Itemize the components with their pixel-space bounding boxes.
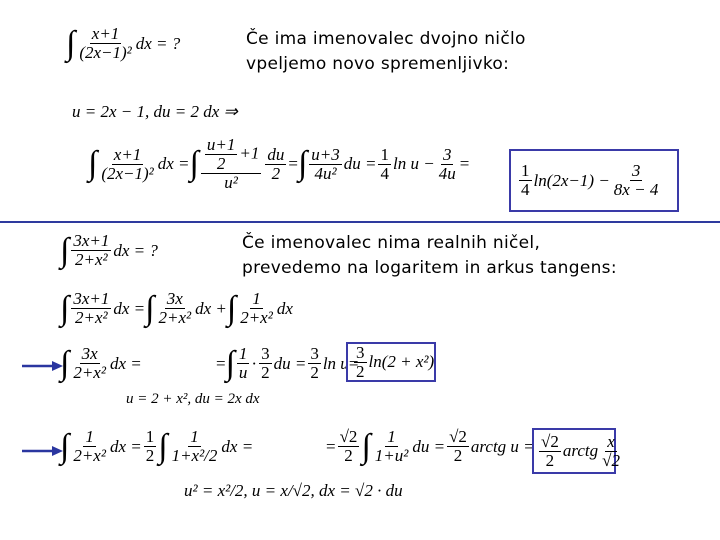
integral-split: ∫ $\frac{3x+1}{\text{2+x²}}$ dx = ∫ $\frac{3x}{\text{2+x²}}$ dx + ∫ $\frac{1}{\text{2+x²}}$ dx (60, 289, 293, 327)
heading-double-root (246, 27, 526, 77)
result-box-arctg: $\frac{√2}{2}$ arctg $\frac{x}{√2}$ (532, 428, 616, 474)
substitution-log: u = 2 + x², du = 2x dx (126, 391, 260, 407)
heading-line: prevedemo na logaritem in arkus tangens: (242, 258, 617, 278)
heading-line: Če ima imenovalec dvojno ničlo (246, 29, 526, 49)
result-box-1: $\frac{1}{4}$ ln(2x−1) − $\frac{3}{8x - 4}$ (509, 149, 679, 212)
result-box-log: $\frac{3}{2}$ ln(2 + x²) (346, 342, 436, 382)
integral-log-result: = ∫ $\frac{1}{u}$ · $\frac{3}{2}$ du = $\frac{3}{2}$ ln u = (216, 344, 359, 382)
arrow-right-icon (22, 444, 64, 458)
substitution-1: u = 2x − 1, du = 2 dx ⇒ (72, 102, 238, 121)
section-divider (0, 221, 720, 223)
integral-prompt-1: ∫ $\frac{x+1}{\text{(2x−1)²}}$ dx = ? (66, 24, 181, 62)
heading-no-real-roots (242, 231, 617, 281)
integral-arctg-part: ∫ $\frac{1}{\text{2+x²}}$ dx = $\frac{1}{2}$ ∫ $\frac{1}{\text{1+x²/2}}$ dx = (60, 427, 254, 465)
integral-chain-1: ∫ $\frac{x+1}{\text{(2x−1)²}}$ dx = ∫ $\frac{u+1}{2}$ +1 u² $\frac{du}{2}$ = ∫ $\frac{u+3}{\text{4u²}}$ du = $\frac{1}{4}$ ln u − $\frac{3}{4u}$ = (88, 135, 470, 192)
heading-line: vpeljemo novo spremenljivko: (246, 54, 510, 74)
heading-line: Če imenovalec nima realnih ničel, (242, 233, 541, 253)
integral-prompt-2: ∫ $\frac{3x+1}{\text{2+x²}}$ dx = ? (60, 231, 158, 269)
substitution-arctg: u² = x²/2, u = x/√2, dx = √2 · du (184, 481, 403, 500)
integral-log-part: ∫ $\frac{3x}{\text{2+x²}}$ dx = (60, 344, 142, 382)
integral-arctg-result: = $\frac{√2}{2}$ ∫ $\frac{1}{\text{1+u²}}$ du = $\frac{√2}{2}$ arctg u = (326, 427, 535, 465)
arrow-right-icon (22, 359, 64, 373)
